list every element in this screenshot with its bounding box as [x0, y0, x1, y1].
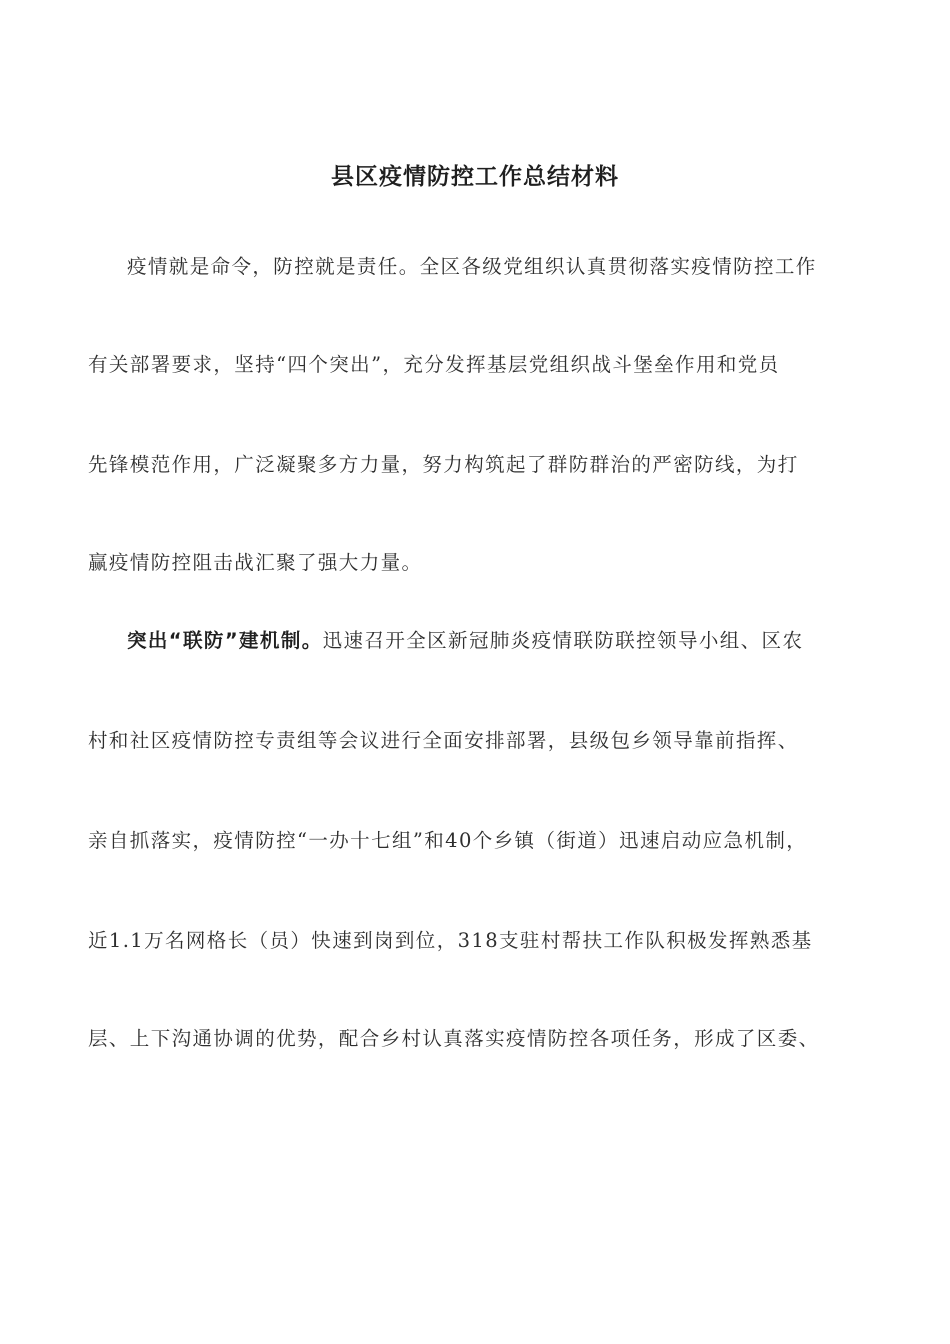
paragraph-first-line — [127, 626, 868, 656]
paragraph-line: 赢疫情防控阻击战汇聚了强大力量。 — [88, 551, 423, 574]
paragraph-lead-text: 迅速召开全区新冠肺炎疫情联防联控领导小组、区农 — [322, 629, 804, 652]
paragraph-line: 有关部署要求，坚持“四个突出”，充分发挥基层党组织战斗堡垒作用和党员 — [88, 353, 780, 376]
paragraph-line: 先锋模范作用，广泛凝聚多方力量，努力构筑起了群防群治的严密防线，为打 — [88, 453, 799, 476]
document-title: 县区疫情防控工作总结材料 — [331, 164, 619, 190]
paragraph-lead-heading: 突出“联防”建机制。 — [127, 629, 323, 652]
paragraph-line: 疫情就是命令，防控就是责任。全区各级党组织认真贯彻落实疫情防控工作 — [127, 255, 817, 278]
paragraph-line: 亲自抓落实，疫情防控“一办十七组”和40个乡镇（街道）迅速启动应急机制， — [88, 829, 808, 852]
paragraph-line: 层、上下沟通协调的优势，配合乡村认真落实疫情防控各项任务，形成了区委、 — [88, 1027, 820, 1050]
paragraph-line: 近1.1万名网格长（员）快速到岗到位，318支驻村帮扶工作队积极发挥熟悉基 — [88, 929, 813, 952]
paragraph-line: 村和社区疫情防控专责组等会议进行全面安排部署，县级包乡领导靠前指挥、 — [88, 729, 799, 752]
